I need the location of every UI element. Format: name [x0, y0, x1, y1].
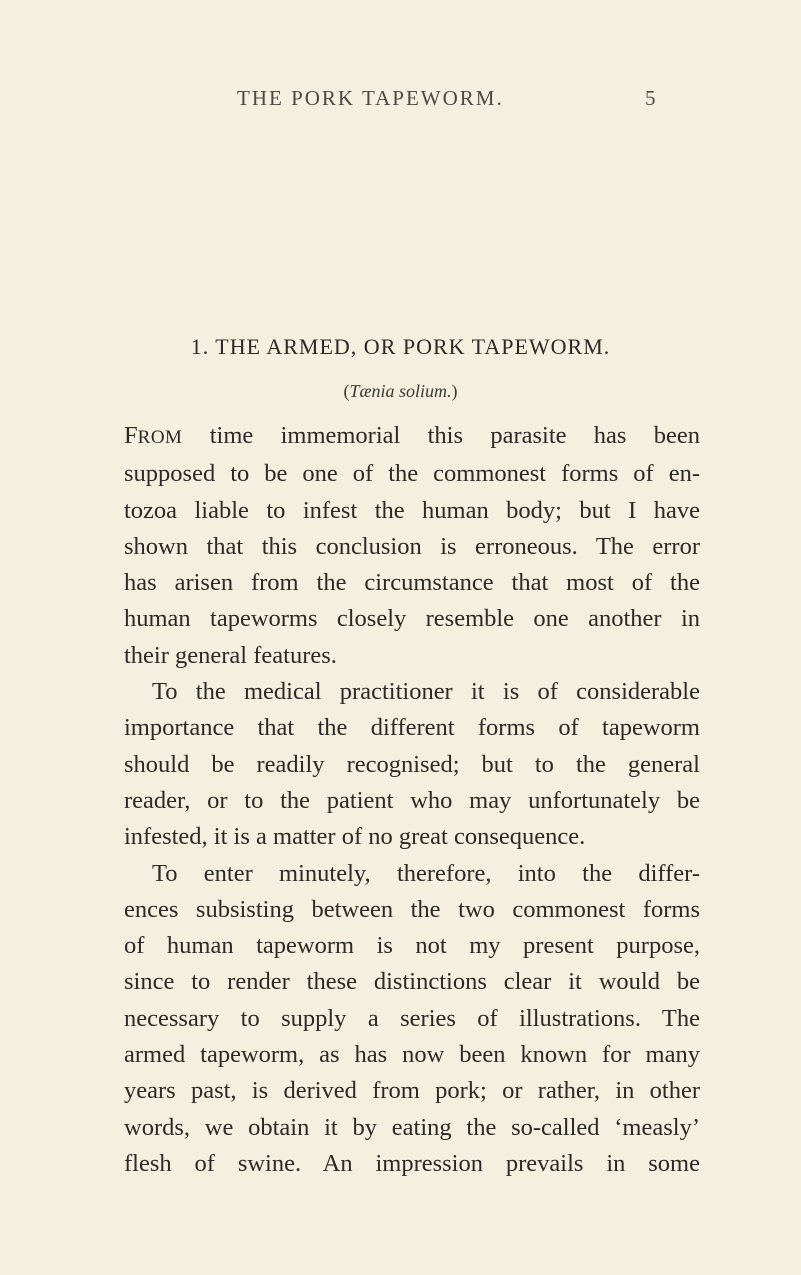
paragraph-3: [124, 856, 700, 1183]
text-line: human tapeworms closely resemble one another in: [124, 605, 700, 633]
text-line: necessary to supply a series of illustrations. The: [124, 1004, 700, 1032]
text-line: of human tapeworm is not my present purpose,: [124, 932, 700, 960]
body-text: [124, 418, 700, 1182]
chapter-subtitle: [0, 381, 801, 402]
page-number: 5: [645, 86, 656, 110]
text-line: [124, 418, 700, 456]
running-title: THE PORK TAPEWORM.: [237, 86, 504, 110]
text-line: To enter minutely, therefore, into the differ-: [152, 859, 700, 887]
running-head: [0, 86, 801, 116]
drop-word-initial: F: [124, 422, 138, 449]
text-line: since to render these distinctions clear it would be: [124, 968, 700, 996]
paragraph-2: [124, 674, 700, 855]
text-line: their general features.: [124, 641, 337, 669]
text-line: To the medical practitioner it is of considerable: [152, 678, 700, 706]
line-text: time immemorial this parasite has been: [182, 422, 700, 449]
drop-word-rest: ROM: [137, 427, 183, 448]
text-line: years past, is derived from pork; or rather, in other: [124, 1077, 700, 1105]
text-line: shown that this conclusion is erroneous. The error: [124, 532, 700, 560]
text-line: supposed to be one of the commonest forms of en-: [124, 460, 700, 488]
latin-name: Tænia solium.: [349, 381, 452, 401]
text-line: reader, or to the patient who may unfortunately be: [124, 786, 700, 814]
text-line: armed tapeworm, as has now been known for many: [124, 1041, 700, 1069]
paragraph-1: [124, 418, 700, 674]
subtitle-open-paren: (: [343, 381, 350, 401]
text-line: should be readily recognised; but to the general: [124, 750, 700, 778]
text-line: tozoa liable to infest the human body; but I have: [124, 496, 700, 524]
text-line: importance that the different forms of tapeworm: [124, 714, 700, 742]
text-line: infested, it is a matter of no great consequence.: [124, 823, 586, 851]
subtitle-close-paren: ): [451, 381, 458, 401]
text-line: has arisen from the circumstance that most of the: [124, 569, 700, 597]
text-line: ences subsisting between the two commonest forms: [124, 895, 700, 923]
text-line: words, we obtain it by eating the so-called ‘measly’: [124, 1113, 700, 1141]
chapter-heading: 1. THE ARMED, OR PORK TAPEWORM.: [190, 334, 611, 359]
text-line: flesh of swine. An impression prevails in some: [124, 1149, 700, 1177]
